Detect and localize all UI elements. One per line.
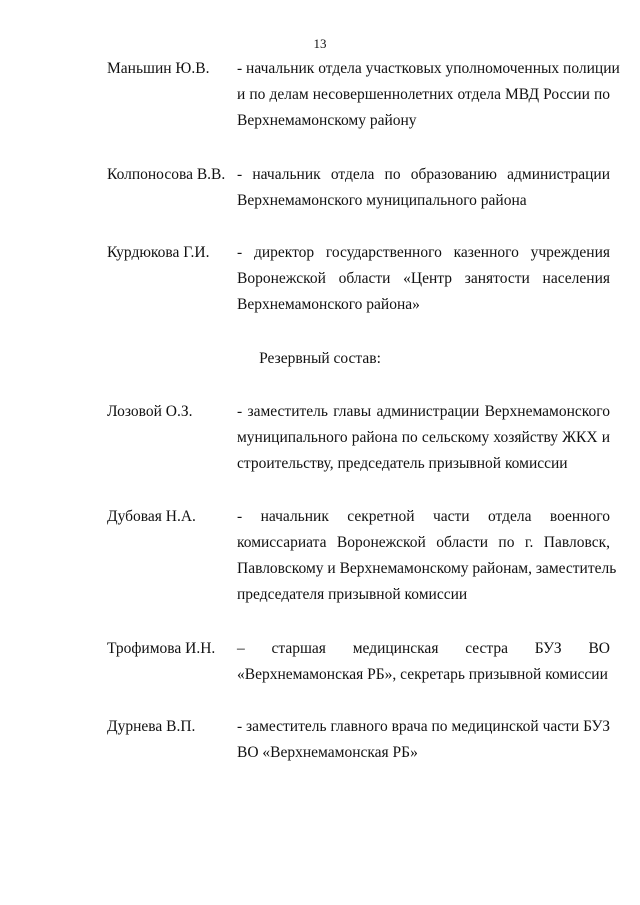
member-description (237, 162, 610, 214)
description-line: муниципального района по сельскому хозяйству ЖКХ и (237, 429, 610, 446)
page-number: 13 (313, 36, 327, 51)
member-name: Лозовой О.З. (107, 403, 193, 420)
description-line: «Верхнемамонская РБ», секретарь призывной комиссии (237, 666, 608, 683)
description-line: Верхнемамонскому району (237, 112, 417, 129)
description-line: комиссариата Воронежской области по г. Павловск, (237, 534, 610, 551)
description-line: – старшая медицинская сестра БУЗ ВО (237, 640, 610, 657)
member-name: Колпоносова В.В. (107, 166, 226, 183)
description-line: Павловскому и Верхнемамонскому районам, заместитель (237, 560, 617, 577)
member-name: Дубовая Н.А. (107, 508, 196, 525)
member-description (237, 56, 620, 134)
description-line: и по делам несовершеннолетних отдела МВД России по (237, 86, 610, 103)
description-line: - начальник секретной части отдела военного (237, 508, 610, 525)
member-name: Дурнева В.П. (107, 718, 196, 735)
description-line: Верхнемамонского района» (237, 296, 420, 313)
member-name: Маньшин Ю.В. (107, 60, 210, 77)
description-line: строительству, председатель призывной комиссии (237, 455, 568, 472)
description-line: председателя призывной комиссии (237, 586, 468, 603)
description-line: Верхнемамонского муниципального района (237, 192, 527, 209)
description-line: - заместитель главного врача по медицинской части БУЗ (237, 718, 610, 735)
description-line: Воронежской области «Центр занятости населения (237, 270, 610, 287)
member-description (237, 399, 610, 477)
member-description (237, 504, 617, 608)
description-line: ВО «Верхнемамонская РБ» (237, 744, 418, 761)
description-line: - заместитель главы администрации Верхнемамонского (237, 403, 610, 420)
description-line: - директор государственного казенного учреждения (237, 244, 610, 261)
member-description (237, 636, 610, 688)
member-description (237, 240, 610, 318)
description-line: - начальник отдела участковых уполномоченных полиции (237, 60, 620, 77)
member-name: Курдюкова Г.И. (107, 244, 210, 261)
description-line: - начальник отдела по образованию администрации (237, 166, 610, 183)
reserve-section-title: Резервный состав: (259, 350, 381, 367)
member-name: Трофимова И.Н. (107, 640, 216, 657)
member-description (237, 714, 610, 766)
